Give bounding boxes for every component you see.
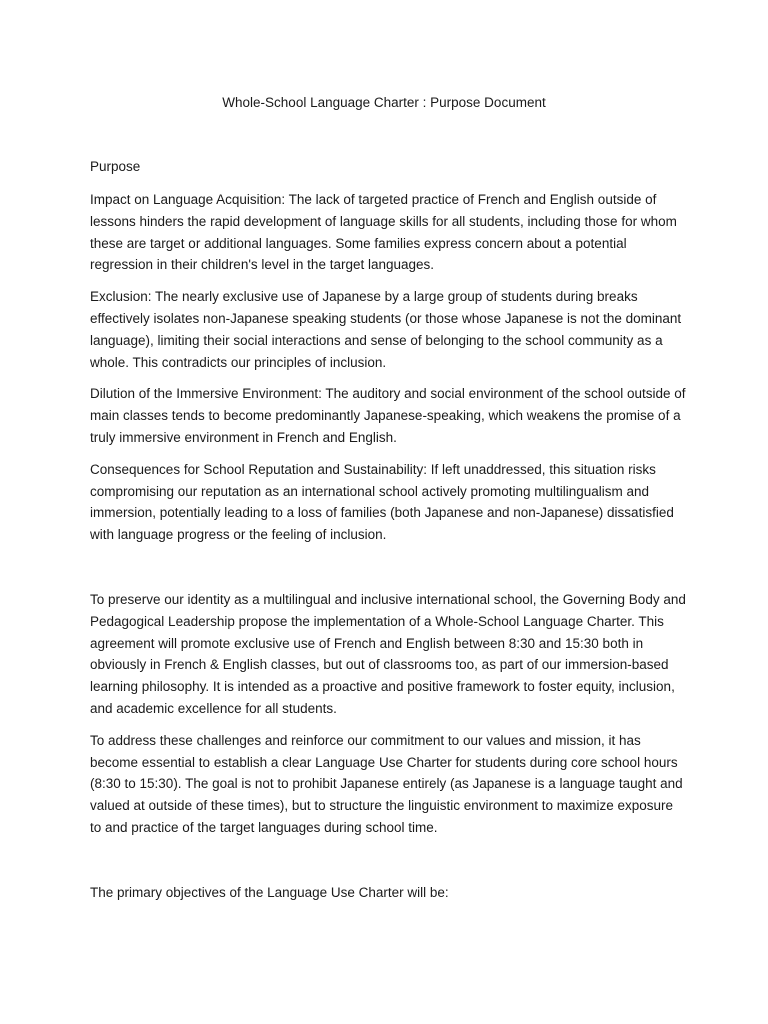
paragraph-reputation: Consequences for School Reputation and Sustainability: If left unaddressed, this situation risks compromising our reputation as an international school actively promoting multilingualism and immersion, potentially leading to a loss of families (both Japanese and non-Japanese) dissatisfied with language progress or the feeling of inclusion.: [90, 461, 674, 543]
paragraph-spacer: [90, 849, 686, 882]
paragraph-preserve-identity: To preserve our identity as a multilingual and inclusive international school, the Governing Body and Pedagogical Leadership propose the implementation of a Whole-School Language Charter. This agreement will promote exclusive use of French and English between 8:30 and 15:30 both in obviously in French & English classes, but out of classrooms too, as part of our immersion-based learning philosophy. It is intended as a proactive and positive framework to foster equity, inclusion, and academic excellence for all students.: [90, 591, 686, 716]
paragraph-objectives-intro: The primary objectives of the Language Use Charter will be:: [90, 884, 449, 900]
paragraph-spacer: [90, 556, 686, 589]
section-heading-purpose: Purpose: [90, 159, 141, 174]
paragraph-exclusion: Exclusion: The nearly exclusive use of Japanese by a large group of students during breaks effectively isolates non-Japanese speaking students (or those whose Japanese is not the dominant language), limiting their social interactions and sense of belonging to the school community as a whole. This contradicts our principles of inclusion.: [90, 289, 682, 370]
paragraph-address-challenges: To address these challenges and reinforce our commitment to our values and mission, it has become essential to establish a clear Language Use Charter for students during core school hours (8:30 to 15:30). The goal is not to prohibit Japanese entirely (as Japanese is a language taught and valued at outside of these times), but to structure the linguistic environment to maximize exposure to and practice of the target languages during school time.: [90, 732, 683, 835]
document-title: Whole-School Language Charter : Purpose Document: [222, 95, 546, 110]
paragraph-language-acquisition: Impact on Language Acquisition: The lack of targeted practice of French and English outside of lessons hinders the rapid development of language skills for all students, including those for whom these are target or additional languages. Some families express concern about a potential regression in their children's level in the target languages.: [90, 192, 677, 273]
document-body: [90, 157, 686, 914]
paragraph-immersive-environment: Dilution of the Immersive Environment: The auditory and social environment of the school outside of main classes tends to become predominantly Japanese-speaking, which weakens the promise of a truly immersive environment in French and English.: [90, 386, 686, 445]
